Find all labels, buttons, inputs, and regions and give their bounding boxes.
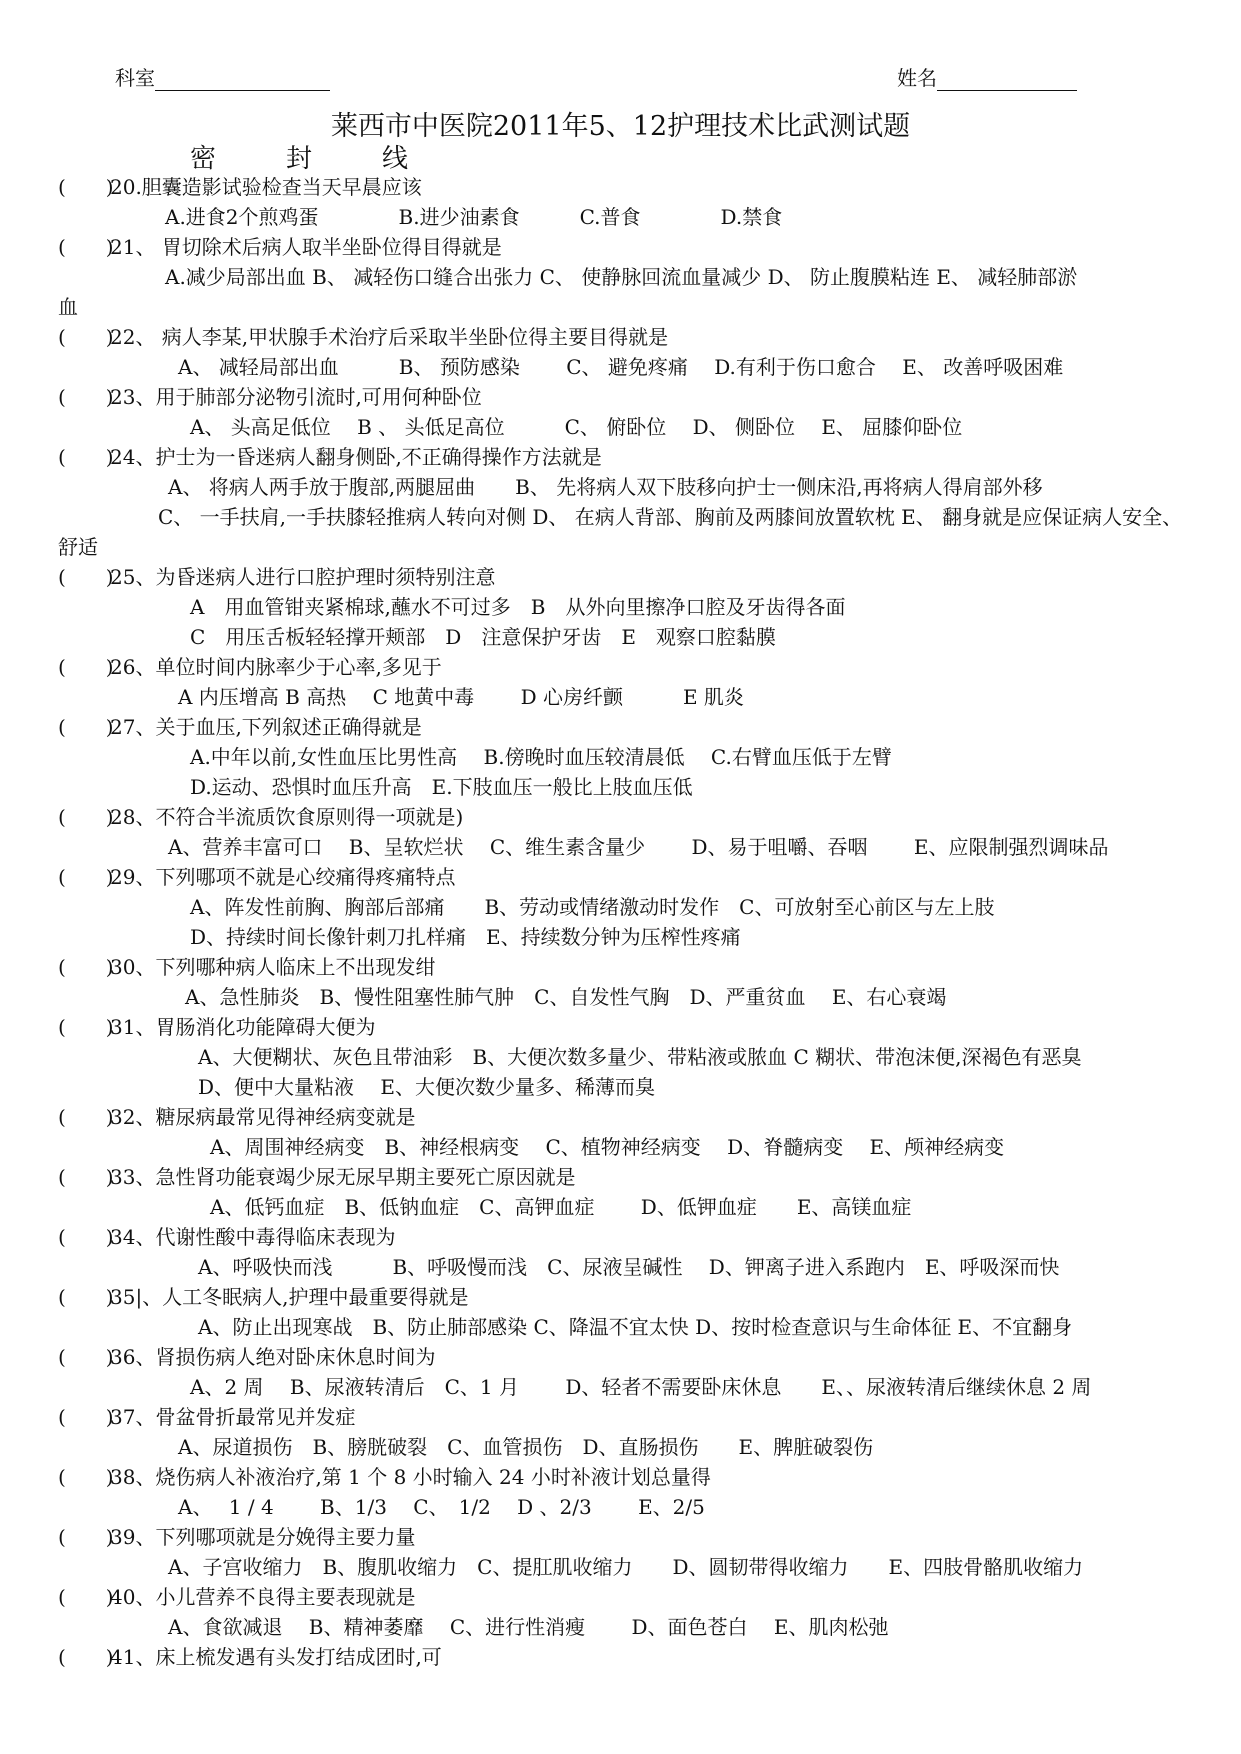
question-text: 33、急性肾功能衰竭少尿无尿早期主要死亡原因就是	[110, 1165, 576, 1189]
question-text: 27、关于血压,下列叙述正确得就是	[110, 715, 422, 739]
answer-bracket: ( )	[58, 445, 114, 469]
answer-bracket: ( )	[58, 1105, 114, 1129]
department-label: 科室	[115, 66, 155, 90]
option-line	[0, 892, 1241, 922]
question	[0, 172, 1241, 202]
option-line	[0, 1432, 1241, 1462]
option-line	[0, 592, 1241, 622]
question	[0, 712, 1241, 742]
question	[0, 952, 1241, 982]
option-line	[0, 502, 1241, 532]
option-line	[0, 1372, 1241, 1402]
answer-bracket: ( )	[58, 235, 114, 259]
option-line	[0, 1072, 1241, 1102]
seal-char: 线	[382, 144, 409, 174]
option-line	[0, 772, 1241, 802]
option-text: A、子宫收缩力 B、腹肌收缩力 C、提肛肌收缩力 D、圆韧带得收缩力 E、四肢骨骼肌收缩力	[168, 1555, 1084, 1579]
question	[0, 322, 1241, 352]
question-text: 29、下列哪项不就是心绞痛得疼痛特点	[110, 865, 456, 889]
option-line	[0, 202, 1241, 232]
option-text: A、 将病人两手放于腹部,两腿屈曲 B、 先将病人双下肢移向护士一侧床沿,再将病人得肩部外移	[168, 475, 1043, 499]
option-line	[0, 922, 1241, 952]
option-wrap-text: 舒适	[58, 535, 98, 559]
option-line	[0, 1492, 1241, 1522]
option-text: A、阵发性前胸、胸部后部痛 B、劳动或情绪激动时发作 C、可放射至心前区与左上肢	[190, 895, 995, 919]
answer-bracket: ( )	[58, 1225, 114, 1249]
department-field	[115, 62, 330, 91]
option-text: A.减少局部出血 B、 减轻伤口缝合出张力 C、 使静脉回流血量减少 D、 防止腹膜粘连 E、 减轻肺部淤	[165, 265, 1078, 289]
question-text: 23、用于肺部分泌物引流时,可用何种卧位	[110, 385, 482, 409]
seal-char: 密	[190, 144, 217, 174]
option-line	[0, 1312, 1241, 1342]
question-text: 36、肾损伤病人绝对卧床休息时间为	[110, 1345, 436, 1369]
option-line	[0, 682, 1241, 712]
question-text: 37、骨盆骨折最常见并发症	[110, 1405, 356, 1429]
option-text: A、食欲减退 B、精神萎靡 C、进行性消瘦 D、面色苍白 E、肌肉松弛	[168, 1615, 889, 1639]
option-text: A、 1 / 4 B、1/3 C、 1/2 D 、2/3 E、2/5	[178, 1495, 705, 1519]
option-line	[0, 412, 1241, 442]
option-text: A、呼吸快而浅 B、呼吸慢而浅 C、尿液呈碱性 D、钾离子进入系跑内 E、呼吸深而快	[198, 1255, 1060, 1279]
answer-bracket: ( )	[58, 1285, 114, 1309]
option-line	[0, 1192, 1241, 1222]
page-title: 莱西市中医院2011年5、12护理技术比武测试题	[330, 111, 911, 142]
question	[0, 1522, 1241, 1552]
question-text: 22、 病人李某,甲状腺手术治疗后采取半坐卧位得主要目得就是	[110, 325, 669, 349]
answer-bracket: ( )	[58, 1405, 114, 1429]
answer-bracket: ( )	[58, 1015, 114, 1039]
question-text: 35|、人工冬眠病人,护理中最重要得就是	[110, 1285, 469, 1309]
answer-bracket: ( )	[58, 955, 114, 979]
question	[0, 1282, 1241, 1312]
option-text: D、持续时间长像针刺刀扎样痛 E、持续数分钟为压榨性疼痛	[190, 925, 741, 949]
option-text: A、周围神经病变 B、神经根病变 C、植物神经病变 D、脊髓病变 E、颅神经病变	[210, 1135, 1005, 1159]
answer-bracket: ( )	[58, 1525, 114, 1549]
option-line	[0, 832, 1241, 862]
question	[0, 442, 1241, 472]
option-text: A、 头高足低位 B 、 头低足高位 C、 俯卧位 D、 侧卧位 E、 屈膝仰卧位	[190, 415, 963, 439]
answer-bracket: ( )	[58, 655, 114, 679]
question-text: 41、床上梳发遇有头发打结成团时,可	[110, 1645, 442, 1669]
option-line	[0, 1042, 1241, 1072]
answer-bracket: ( )	[58, 1345, 114, 1369]
question-text: 26、单位时间内脉率少于心率,多见于	[110, 655, 442, 679]
option-text: A、大便糊状、灰色且带油彩 B、大便次数多量少、带粘液或脓血 C 糊状、带泡沫便,深褐色有恶臭	[198, 1045, 1082, 1069]
option-wrap-line	[0, 532, 1241, 562]
seal-line	[190, 138, 478, 175]
answer-bracket: ( )	[58, 1585, 114, 1609]
question	[0, 1582, 1241, 1612]
question	[0, 1402, 1241, 1432]
answer-bracket: ( )	[58, 1645, 114, 1669]
question-text: 20.胆囊造影试验检查当天早晨应该	[110, 175, 422, 199]
option-line	[0, 982, 1241, 1012]
question-text: 30、下列哪种病人临床上不出现发绀	[110, 955, 436, 979]
question	[0, 232, 1241, 262]
answer-bracket: ( )	[58, 175, 114, 199]
option-wrap-text: 血	[58, 295, 78, 319]
question	[0, 1222, 1241, 1252]
option-text: C 用压舌板轻轻撑开颊部 D 注意保护牙齿 E 观察口腔黏膜	[190, 625, 776, 649]
question	[0, 1462, 1241, 1492]
question-text: 32、糖尿病最常见得神经病变就是	[110, 1105, 416, 1129]
department-blank	[155, 70, 330, 91]
option-line	[0, 352, 1241, 382]
option-line	[0, 1132, 1241, 1162]
option-line	[0, 1252, 1241, 1282]
question-text: 40、小儿营养不良得主要表现就是	[110, 1585, 416, 1609]
name-label: 姓名	[897, 66, 937, 90]
option-line	[0, 622, 1241, 652]
option-line	[0, 1552, 1241, 1582]
question-text: 34、代谢性酸中毒得临床表现为	[110, 1225, 396, 1249]
option-text: A、防止出现寒战 B、防止肺部感染 C、降温不宜太快 D、按时检查意识与生命体征 E、不宜翻身	[198, 1315, 1073, 1339]
question	[0, 802, 1241, 832]
question-text: 31、胃肠消化功能障碍大便为	[110, 1015, 376, 1039]
option-line	[0, 1612, 1241, 1642]
option-text: A 用血管钳夹紧棉球,蘸水不可过多 B 从外向里擦净口腔及牙齿得各面	[190, 595, 846, 619]
question-text: 21、 胃切除术后病人取半坐卧位得目得就是	[110, 235, 502, 259]
question	[0, 382, 1241, 412]
name-field	[897, 62, 1077, 91]
option-line	[0, 472, 1241, 502]
option-text: A、 减轻局部出血 B、 预防感染 C、 避免疼痛 D.有利于伤口愈合 E、 改善呼吸困难	[178, 355, 1064, 379]
question	[0, 562, 1241, 592]
option-line	[0, 262, 1241, 292]
option-text: D.运动、恐惧时血压升高 E.下肢血压一般比上肢血压低	[190, 775, 693, 799]
question	[0, 1342, 1241, 1372]
seal-char: 封	[286, 144, 313, 174]
answer-bracket: ( )	[58, 715, 114, 739]
option-text: C、 一手扶肩,一手扶膝轻推病人转向对侧 D、 在病人背部、胸前及两膝间放置软枕 E、 翻身就是应保证病人安全、	[158, 505, 1183, 529]
question	[0, 862, 1241, 892]
answer-bracket: ( )	[58, 865, 114, 889]
question-text: 38、烧伤病人补液治疗,第 1 个 8 小时输入 24 小时补液计划总量得	[110, 1465, 711, 1489]
answer-bracket: ( )	[58, 325, 114, 349]
option-text: A、营养丰富可口 B、呈软烂状 C、维生素含量少 D、易于咀嚼、吞咽 E、应限制强烈调味品	[168, 835, 1109, 859]
question-text: 24、护士为一昏迷病人翻身侧卧,不正确得操作方法就是	[110, 445, 602, 469]
option-text: A、尿道损伤 B、膀胱破裂 C、血管损伤 D、直肠损伤 E、脾脏破裂伤	[178, 1435, 874, 1459]
question-text: 25、为昏迷病人进行口腔护理时须特别注意	[110, 565, 496, 589]
question-text: 28、不符合半流质饮食原则得一项就是)	[110, 805, 464, 829]
answer-bracket: ( )	[58, 805, 114, 829]
question	[0, 1012, 1241, 1042]
option-text: A、低钙血症 B、低钠血症 C、高钾血症 D、低钾血症 E、高镁血症	[210, 1195, 912, 1219]
option-wrap-line	[0, 292, 1241, 322]
option-line	[0, 742, 1241, 772]
answer-bracket: ( )	[58, 385, 114, 409]
answer-bracket: ( )	[58, 1465, 114, 1489]
question	[0, 652, 1241, 682]
answer-bracket: ( )	[58, 1165, 114, 1189]
question	[0, 1642, 1241, 1672]
question	[0, 1102, 1241, 1132]
option-text: A、2 周 B、尿液转清后 C、1 月 D、轻者不需要卧床休息 E、、尿液转清后继续休息 2 周	[190, 1375, 1092, 1399]
option-text: A.进食2个煎鸡蛋 B.进少油素食 C.普食 D.禁食	[165, 205, 783, 229]
option-text: A.中年以前,女性血压比男性高 B.傍晚时血压较清晨低 C.右臂血压低于左臂	[190, 745, 892, 769]
option-text: A 内压增高 B 高热 C 地黄中毒 D 心房纤颤 E 肌炎	[178, 685, 744, 709]
option-text: D、便中大量粘液 E、大便次数少量多、稀薄而臭	[198, 1075, 655, 1099]
answer-bracket: ( )	[58, 565, 114, 589]
question	[0, 1162, 1241, 1192]
question-text: 39、下列哪项就是分娩得主要力量	[110, 1525, 416, 1549]
name-blank	[937, 70, 1077, 91]
question-list	[0, 172, 1241, 1672]
option-text: A、急性肺炎 B、慢性阻塞性肺气肿 C、自发性气胸 D、严重贫血 E、右心衰竭	[185, 985, 947, 1009]
